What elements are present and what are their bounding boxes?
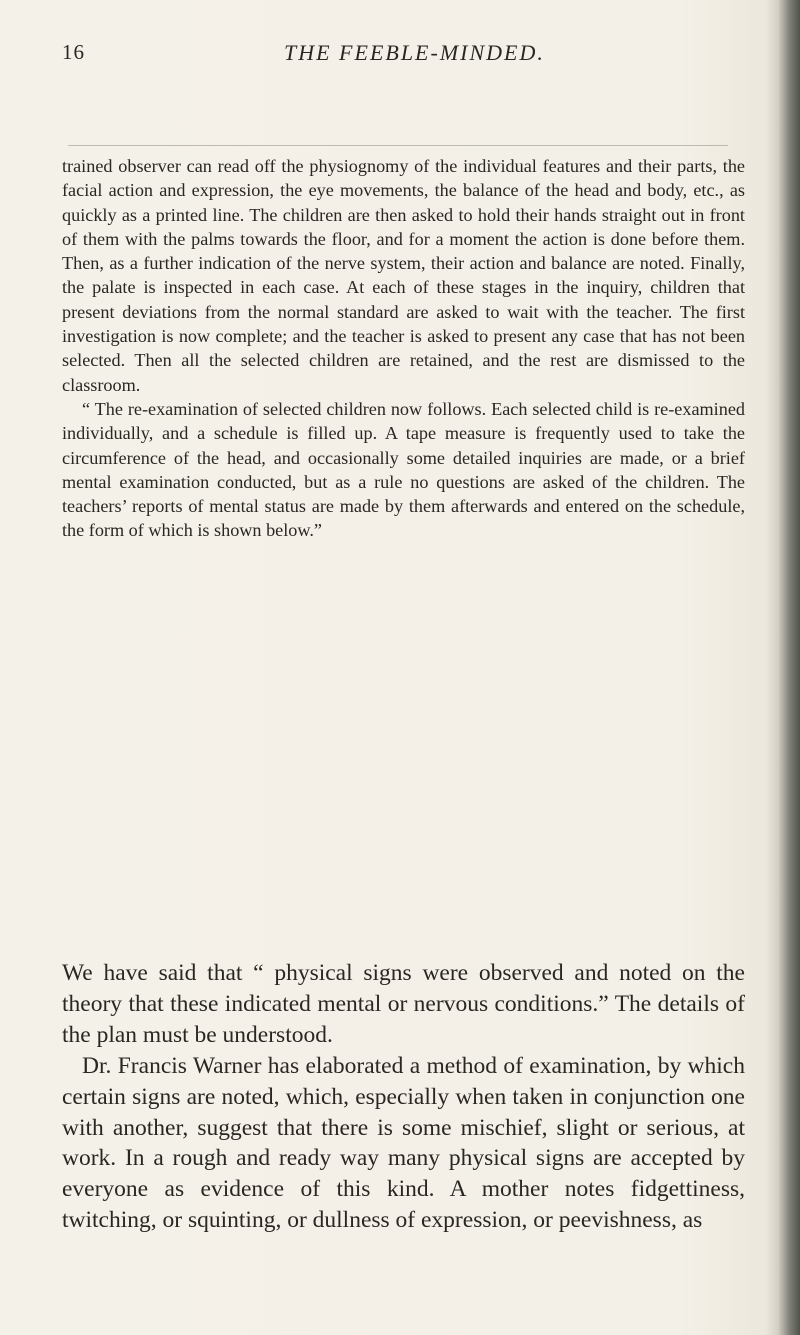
main-paragraph-2: Dr. Francis Warner has elaborated a method of examination, by which certain signs are noted, which, especially when taken in conjunction one with another, suggest that there is some mischief, slight or serious, at work. In a rough and ready way many physical signs are accepted by everyone as evidence of this kind. A mother notes fidgettiness, twitching, or squinting, or dullness of expression, or peevishness, as — [62, 1052, 745, 1234]
page-header — [62, 40, 752, 70]
main-text — [62, 958, 745, 1236]
quoted-passage — [62, 154, 745, 543]
page-number: 16 — [62, 40, 85, 64]
main-paragraph-1: We have said that “ physical signs were observed and noted on the theory that these indicated mental or nervous conditions.” The details of the plan must be understood. — [62, 960, 745, 1048]
running-title: THE FEEBLE-MINDED. — [284, 40, 545, 65]
header-rule — [68, 145, 728, 146]
quoted-paragraph-1: trained observer can read off the physiognomy of the individual features and their parts, the facial action and expression, the eye movements, the balance of the head and body, etc., as quickly as a printed line. The children are then asked to hold their hands straight out in front of them with the palms towards the floor, and for a moment the action is done before them. Then, as a further indication of the nerve system, their action and balance are noted. Finally, the palate is inspected in each case. At each of these stages in the inquiry, children that present deviations from the normal standard are asked to wait with the teacher. The first investigation is now complete; and the teacher is asked to present any case that has not been selected. Then all the selected children are retained, and the rest are dismissed to the classroom. — [62, 156, 745, 395]
quoted-paragraph-2: “ The re-examination of selected children now follows. Each selected child is re-examined individually, and a schedule is filled up. A tape measure is frequently used to take the circumference of the head, and occasionally some detailed inquiries are made, or a brief mental examination conducted, but as a rule no questions are asked of the children. The teachers’ reports of mental status are made by them afterwards and entered on the schedule, the form of which is shown below.” — [62, 398, 745, 541]
page-edge-shadow — [766, 0, 800, 1335]
